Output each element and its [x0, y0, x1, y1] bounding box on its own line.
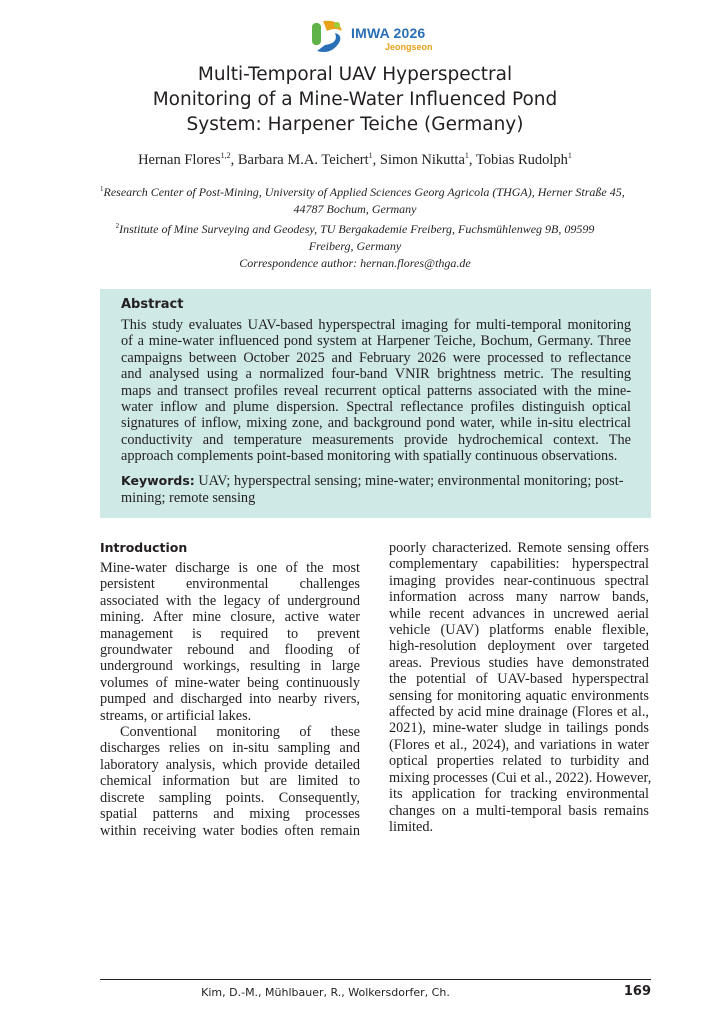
affil-line: 44787 Bochum, Germany	[293, 202, 417, 216]
body-line: volumes of mine-water being continuously	[100, 674, 360, 691]
author-name: Tobias Rudolph	[475, 151, 568, 168]
body-line: streams, or artificial lakes.	[100, 707, 252, 724]
abstract-line: signatures of inflow, mixing zone, and background pond water, while in-situ electrical	[121, 415, 631, 432]
body-line: laboratory analysis, which provide detailed	[100, 756, 360, 773]
body-line: high-resolution deployment over targeted	[389, 638, 649, 655]
body-line: sensing for monitoring aquatic environments	[389, 687, 649, 704]
keywords-line: mining; remote sensing	[121, 490, 256, 506]
abstract-line: This study evaluates UAV-based hyperspectral imaging for multi-temporal monitoring	[121, 317, 631, 333]
body-line: optical properties related to turbidity and	[389, 753, 649, 770]
abstract-heading: Abstract	[121, 297, 184, 312]
abstract-line: water inflow and plume dispersion. Spectral reflectance profiles distinguish optical	[121, 399, 631, 416]
logo-text: IMWA 2026	[351, 25, 426, 41]
body-line: spatial patterns and mixing processes	[100, 806, 360, 823]
logo-subtext: Jeongseon	[385, 42, 433, 52]
keywords-line: UAV; hyperspectral sensing; mine-water; environmental monitoring; post-	[198, 473, 624, 489]
title-line: System: Harpener Teiche (Germany)	[186, 114, 524, 135]
body-line: complementary capabilities: hyperspectral	[389, 556, 649, 573]
body-line: management is required to prevent	[100, 625, 360, 642]
keywords-label: Keywords:	[121, 473, 195, 488]
body-line: its application for tracking environmental	[389, 786, 649, 803]
affil-line: Freiberg, Germany	[308, 239, 402, 253]
correspondence	[100, 255, 610, 272]
body-line: areas. Previous studies have demonstrated	[389, 654, 649, 671]
author-name: Barbara M.A. Teichert	[237, 151, 369, 168]
title-line: Multi-Temporal UAV Hyperspectral	[197, 64, 513, 85]
affil-line: Institute of Mine Surveying and Geodesy, TU Bergakademie Freiberg, Fuchsmühlenweg 9B, 09599	[119, 222, 595, 236]
paper-title	[90, 62, 620, 137]
author-list: Hernan Flores$^{1,2}$, Barbara M.A. Teichert$^1$, Simon Nikutta$^1$, Tobias Rudolph$^1$	[138, 151, 572, 168]
title-line: Monitoring of a Mine-Water Influenced Pond	[152, 89, 558, 110]
body-line: discharges relies on in-situ sampling and	[100, 740, 360, 757]
body-line: within receiving water bodies often remain	[100, 822, 360, 839]
imwa-logo-icon	[309, 17, 349, 57]
body-line: changes on a multi-temporal basis remains	[389, 802, 649, 819]
correspondence-text: Correspondence author: hernan.flores@thga.de	[239, 256, 471, 270]
author-affil-sup: 1,2	[220, 151, 231, 160]
author-name: Simon Nikutta	[379, 151, 465, 168]
abstract-line: conductivity and temperature measurements provide hydrochemical context. The	[121, 431, 631, 448]
intro-left-column	[100, 540, 360, 839]
keywords	[121, 472, 631, 507]
conference-logo	[309, 17, 444, 57]
body-line: underground workings, resulting in large	[100, 658, 360, 675]
affiliation-2	[100, 218, 610, 255]
affil-line: Research Center of Post-Mining, University of Applied Sciences Georg Agricola (THGA), Herner Straße 45,	[103, 185, 625, 199]
page-number: 169	[623, 984, 651, 999]
body-line: imaging provides near-continuous spectral	[389, 572, 649, 589]
abstract-text	[121, 317, 631, 465]
body-line: affected by acid mine drainage (Flores et al.,	[389, 704, 649, 721]
body-line: Conventional monitoring of these	[120, 724, 360, 741]
affil-sup: 2	[115, 222, 120, 230]
affil-sup: 1	[100, 185, 104, 193]
abstract-line: maps and transect profiles reveal recurrent optical patterns associated with the mine-	[121, 382, 631, 399]
body-line: limited.	[389, 818, 434, 835]
footer-editors: Kim, D.-M., Mühlbauer, R., Wolkersdorfer, Ch.	[201, 986, 450, 999]
body-line: groundwater rebound and flooding of	[100, 642, 360, 659]
body-line: 2021), mine-water sludge in tailings ponds	[389, 720, 649, 737]
body-line: vehicle (UAV) platforms enable flexible,	[389, 622, 649, 639]
body-line: pumped and discharged into nearby rivers,	[100, 691, 360, 708]
author-name: Hernan Flores	[138, 151, 221, 168]
abstract-line: campaigns between October 2025 and February 2026 were processed to reflectance	[121, 349, 631, 366]
affiliation-1	[100, 181, 625, 218]
body-line: the potential of UAV-based hyperspectral	[389, 671, 649, 688]
body-line: associated with the legacy of underground	[100, 592, 360, 609]
body-line: persistent environmental challenges	[100, 576, 360, 593]
body-line: chemical information but are limited to	[100, 773, 360, 790]
body-line: Mine-water discharge is one of the most	[100, 560, 360, 576]
section-heading: Introduction	[100, 540, 188, 555]
body-line: mixing processes (Cui et al., 2022). However,	[389, 769, 652, 786]
body-line: while recent advances in uncrewed aerial	[389, 605, 649, 622]
intro-right-column	[389, 540, 652, 835]
author-affil-sup: 1	[567, 151, 572, 160]
body-line: mining. After mine closure, active water	[100, 609, 360, 626]
body-line: information across many narrow bands,	[389, 589, 649, 606]
body-line: discrete sampling points. Consequently,	[100, 789, 360, 806]
author-affil-sup: 1	[368, 151, 373, 160]
author-affil-sup: 1	[464, 151, 469, 160]
abstract-line: of a mine-water influenced pond system at Harpener Teiche, Bochum, Germany. Three	[121, 333, 631, 350]
body-line: poorly characterized. Remote sensing offers	[389, 540, 649, 556]
abstract-line: approach complements point-based monitoring with spatially continuous observations.	[121, 448, 618, 465]
body-line: (Flores et al., 2024), and variations in water	[389, 736, 649, 753]
footer-divider	[100, 979, 651, 980]
abstract-line: and analysed using a normalized four-band VNIR brightness metric. The resulting	[121, 366, 631, 383]
